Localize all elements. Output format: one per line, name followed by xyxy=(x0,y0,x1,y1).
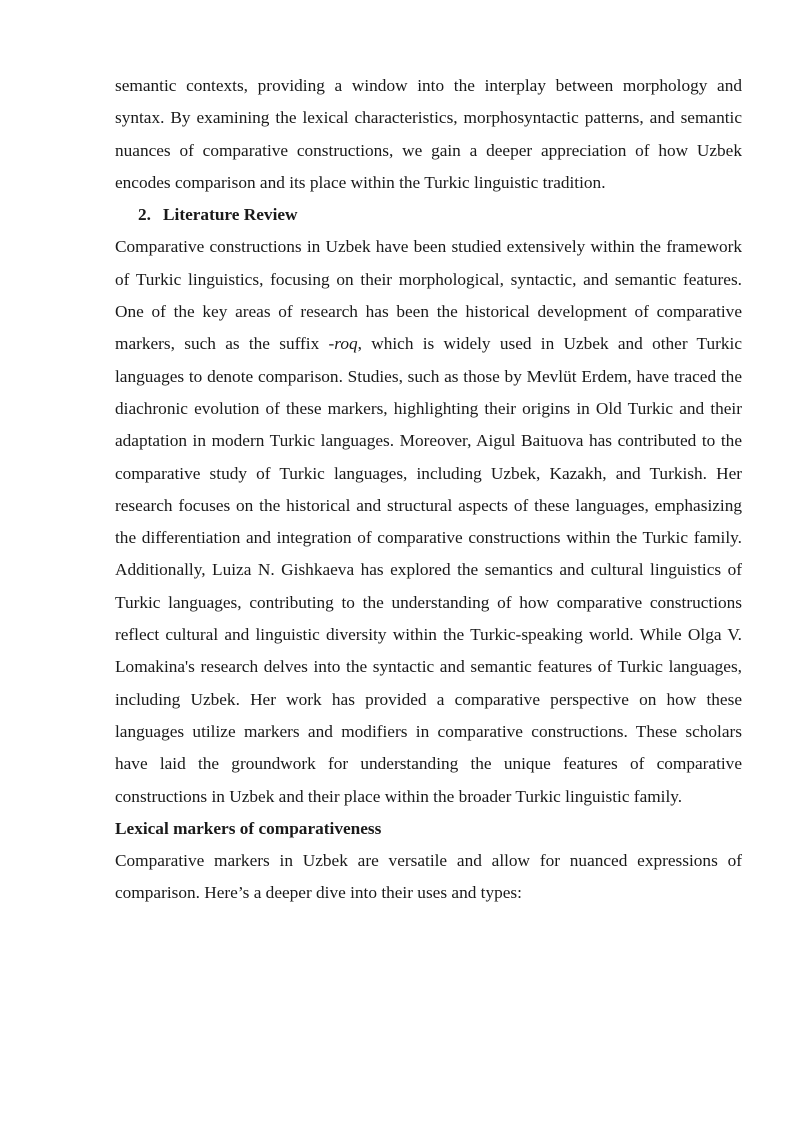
lit-review-text-part1: Comparative constructions in Uzbek have been studied extensively within the framework of Turkic linguistics, focusing on their morphological, syntactic, and semantic features. One of the key areas of research has been the historical development of comparative markers, such as the suffix xyxy=(115,237,742,354)
section-heading-literature-review xyxy=(115,199,742,231)
document-page xyxy=(115,70,742,910)
literature-review-paragraph xyxy=(115,231,742,812)
intro-paragraph: semantic contexts, providing a window into the interplay between morphology and syntax. By examining the lexical characteristics, morphosyntactic patterns, and semantic nuances of comparative constructions, we gain a deeper appreciation of how Uzbek encodes comparison and its place within the Turkic linguistic tradition. xyxy=(115,76,742,192)
lit-review-text-part2: , which is widely used in Uzbek and other Turkic languages to denote comparison. Studies, such as those by Mevlüt Erdem, have traced the diachronic evolution of these markers, highlighting their origins in Old Turkic and their adaptation in modern Turkic languages. Moreover, Aigul Baituova has contributed to the comparative study of Turkic languages, including Uzbek, Kazakh, and Turkish. Her research focuses on the historical and structural aspects of these languages, emphasizing the differentiation and integration of comparative constructions within the Turkic family. Additionally, Luiza N. Gishkaeva has explored the semantics and cultural linguistics of Turkic languages, contributing to the understanding of how comparative constructions reflect cultural and linguistic diversity within the Turkic-speaking world. While Olga V. Lomakina's research delves into the syntactic and semantic features of Turkic languages, including Uzbek. Her work has provided a comparative perspective on how these languages utilize markers and modifiers in comparative constructions. These scholars have laid the groundwork for understanding the unique features of comparative constructions in Uzbek and their place within the broader Turkic linguistic family. xyxy=(115,334,742,806)
subsection-heading: Lexical markers of comparativeness xyxy=(115,818,382,838)
suffix-roq: -roq xyxy=(328,334,358,354)
lexical-markers-paragraph: Comparative markers in Uzbek are versatile and allow for nuanced expressions of comparison. Here’s a deeper dive into their uses and types: xyxy=(115,851,742,903)
section-title: Literature Review xyxy=(163,205,298,225)
section-number: 2. xyxy=(138,205,151,225)
